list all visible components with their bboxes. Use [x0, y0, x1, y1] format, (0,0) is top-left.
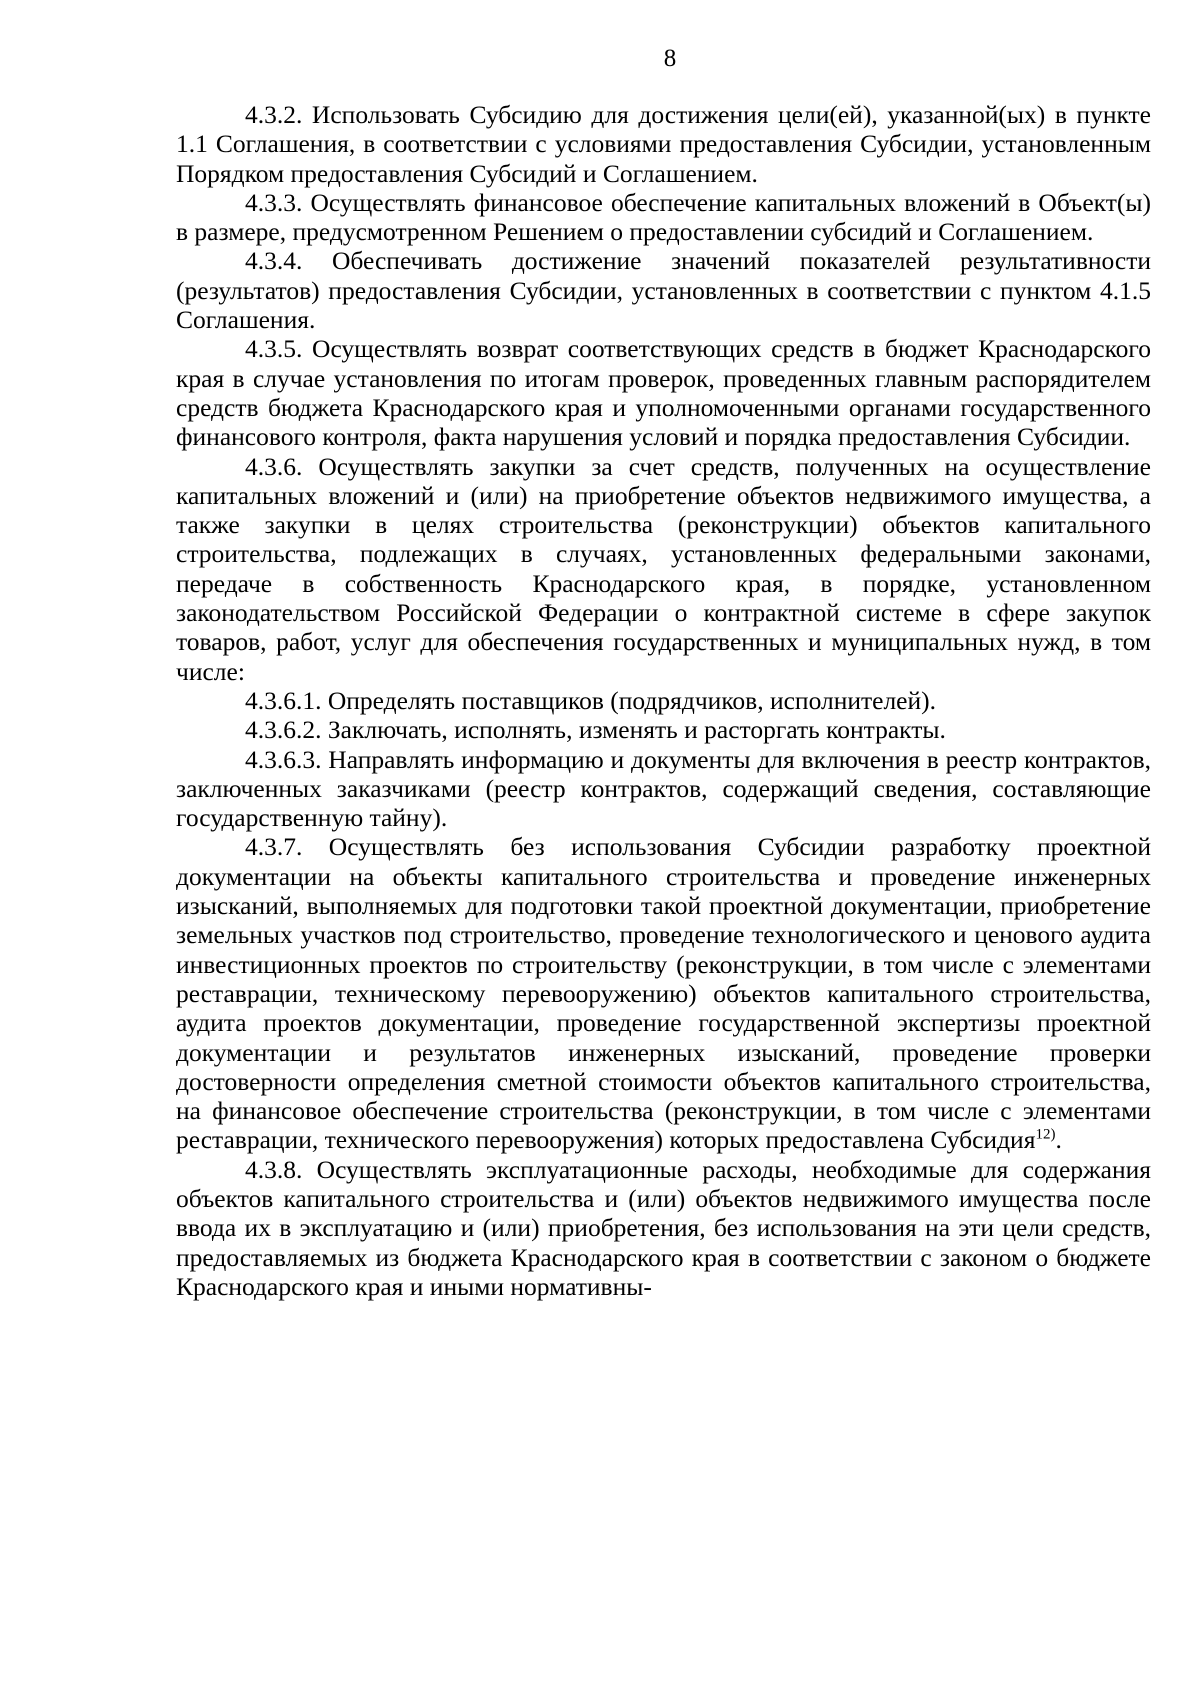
document-body	[176, 100, 1151, 1301]
paragraph-4-3-7-tail: .	[1055, 1125, 1062, 1155]
paragraph-4-3-6-1: 4.3.6.1. Определять поставщиков (подрядчиков, исполнителей).	[245, 685, 937, 715]
paragraph-4-3-2: 4.3.2. Использовать Субсидию для достижения цели(ей), указанной(ых) в пункте 1.1 Соглашения, в соответствии с условиями предоставления Субсидии, установленным Порядком предоставления Субсидий и Соглашением.	[176, 100, 1151, 188]
paragraph-4-3-5: 4.3.5. Осуществлять возврат соответствующих средств в бюджет Краснодарского края в случае установления по итогам проверок, проведенных главным распорядителем средств бюджета Краснодарского края и уполномоченными органами государственного финансового контроля, факта нарушения условий и порядка предоставления Субсидии.	[176, 334, 1151, 452]
paragraph-4-3-7	[176, 832, 1151, 1154]
page-number: 8	[663, 45, 677, 72]
paragraph-4-3-6-2: 4.3.6.2. Заключать, исполнять, изменять и расторгать контракты.	[245, 715, 946, 745]
paragraph-4-3-6-3: 4.3.6.3. Направлять информацию и документы для включения в реестр контрактов, заключенных заказчиками (реестр контрактов, содержащий сведения, составляющие государственную тайну).	[176, 744, 1151, 833]
paragraph-4-3-3: 4.3.3. Осуществлять финансовое обеспечение капитальных вложений в Объект(ы) в размере, предусмотренном Решением о предоставлении субсидий и Соглашением.	[176, 187, 1151, 247]
footnote-ref-12[interactable]: 12)	[1035, 1126, 1056, 1143]
paragraph-4-3-8: 4.3.8. Осуществлять эксплуатационные расходы, необходимые для содержания объектов капитального строительства и (или) объектов недвижимого имущества после ввода их в эксплуатацию и (или) приобретения, без использования на эти цели средств, предоставляемых из бюджета Краснодарского края в соответствии с законом о бюджете Краснодарского края и иными нормативны-	[176, 1154, 1151, 1301]
paragraph-4-3-6: 4.3.6. Осуществлять закупки за счет средств, полученных на осуществление капитальных вложений и (или) на приобретение объектов недвижимого имущества, а также закупки в целях строительства (реконструкции) объектов капитального строительства, подлежащих в случаях, установленных федеральными законами, передаче в собственность Краснодарского края, в порядке, установленном законодательством Российской Федерации о контрактной системе в сфере закупок товаров, работ, услуг для обеспечения государственных и муниципальных нужд, в том числе:	[176, 451, 1151, 686]
paragraph-4-3-4: 4.3.4. Обеспечивать достижение значений показателей результативности (результатов) предоставления Субсидии, установленных в соответствии с пунктом 4.1.5 Соглашения.	[176, 246, 1151, 335]
paragraph-4-3-7-text: 4.3.7. Осуществлять без использования Субсидии разработку проектной документации на объекты капитального строительства и проведение инженерных изысканий, выполняемых для подготовки такой проектной документации, приобретение земельных участков под строительство, проведение технологического и ценового аудита инвестиционных проектов по строительству (реконструкции, в том числе с элементами реставрации, техническому перевооружению) объектов капитального строительства, аудита проектов документации, проведение государственной экспертизы проектной документации и результатов инженерных изысканий, проведение проверки достоверности определения сметной стоимости объектов капитального строительства, на финансовое обеспечение строительства (реконструкции, в том числе с элементами реставрации, технического перевооружения) которых предоставлена Субсидия	[176, 832, 1151, 1155]
